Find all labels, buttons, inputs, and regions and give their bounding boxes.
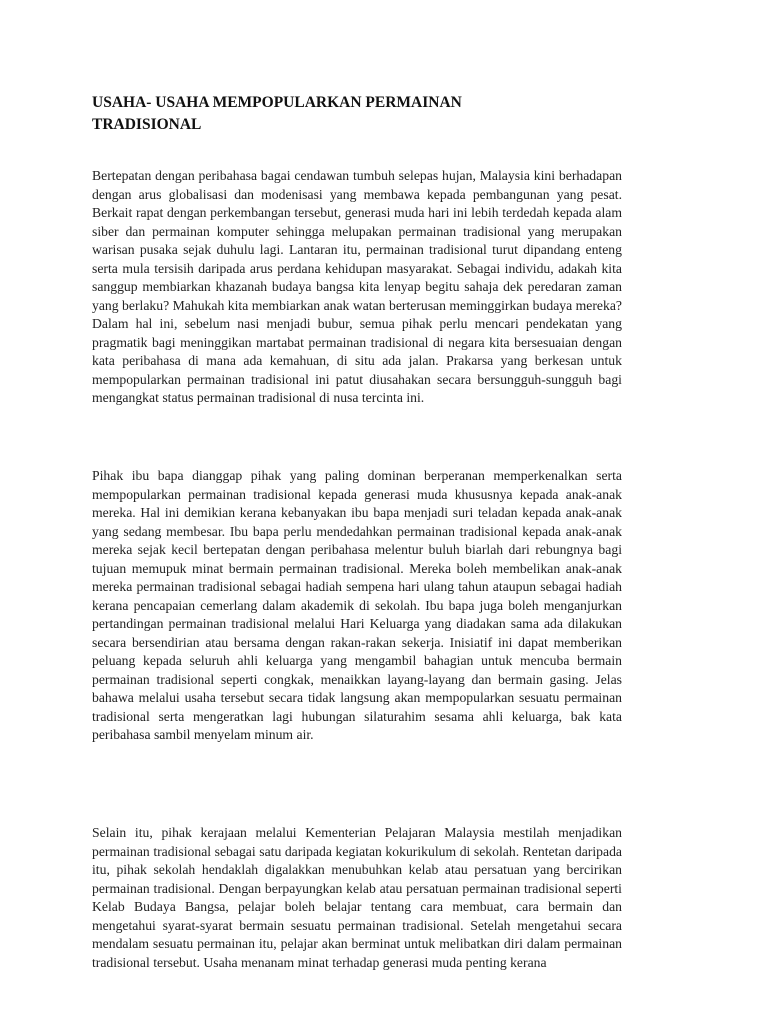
paragraph-3: Selain itu, pihak kerajaan melalui Kementerian Pelajaran Malaysia mestilah menjadikan permainan tradisional sebagai satu daripada kegiatan kokurikulum di sekolah. Rentetan daripada itu, pihak sekolah hendaklah digalakkan menubuhkan kelab atau persatuan yang bercirikan permainan tradisional. Dengan berpayungkan kelab atau persatuan permainan tradisional seperti Kelab Budaya Bangsa, pelajar boleh belajar tentang cara membuat, cara bermain dan mengetahui syarat-syarat bermain sesuatu permainan tradisional. Setelah mengetahui secara mendalam sesuatu permainan itu, pelajar akan berminat untuk melibatkan diri dalam permainan tradisional tersebut. Usaha menanam minat terhadap generasi muda penting kerana: [92, 825, 622, 970]
paragraph-1: Bertepatan dengan peribahasa bagai cendawan tumbuh selepas hujan, Malaysia kini berhadapan dengan arus globalisasi dan modenisasi yang membawa kepada pembangunan yang pesat. Berkait rapat dengan perkembangan tersebut, generasi muda hari ini lebih terdedah kepada alam siber dan permainan komputer sehingga melupakan permainan tradisional yang merupakan warisan pusaka sejak duhulu lagi. Lantaran itu, permainan tradisional turut dipandang enteng serta mula tersisih daripada arus perdana kehidupan masyarakat. Sebagai individu, adakah kita sanggup membiarkan khazanah budaya bangsa kita lenyap begitu sahaja dek peredaran zaman yang berlaku? Mahukah kita membiarkan anak watan berterusan meminggirkan budaya mereka? Dalam hal ini, sebelum nasi menjadi bubur, semua pihak perlu mencari pendekatan yang pragmatik bagi meninggikan martabat permainan tradisional di negara kita bersesuaian dengan kata peribahasa di mana ada kemahuan, di situ ada jalan. Prakarsa yang berkesan untuk mempopularkan permainan tradisional ini patut diusahakan secara bersungguh-sungguh bagi mengangkat status permainan tradisional di nusa tercinta ini.: [92, 168, 622, 405]
document-title: USAHA- USAHA MEMPOPULARKAN PERMAINAN TRADISIONAL: [92, 94, 462, 133]
paragraph-2: Pihak ibu bapa dianggap pihak yang paling dominan berperanan memperkenalkan serta mempopularkan permainan tradisional kepada generasi muda khususnya kepada anak-anak mereka. Hal ini demikian kerana kebanyakan ibu bapa menjadi suri teladan kepada anak-anak yang sedang membesar. Ibu bapa perlu mendedahkan permainan tradisional kepada anak-anak mereka sejak kecil bertepatan dengan peribahasa melentur buluh biarlah dari rebungnya bagi tujuan memupuk minat bermain permainan tradisional. Mereka boleh membelikan anak-anak mereka permainan tradisional sebagai hadiah sempena hari ulang tahun ataupun sebagai hadiah kerana pencapaian cemerlang dalam akademik di sekolah. Ibu bapa juga boleh menganjurkan pertandingan permainan tradisional melalui Hari Keluarga yang diadakan sama ada dilakukan secara bersendirian atau bersama dengan rakan-rakan sekerja. Inisiatif ini dapat memberikan peluang kepada seluruh ahli keluarga yang mengambil bahagian untuk mencuba bermain permainan tradisional seperti congkak, menaikkan layang-layang dan bermain gasing. Jelas bahawa melalui usaha tersebut secara tidak langsung akan mempopularkan sesuatu permainan tradisional serta mengeratkan lagi hubungan silaturahim sesama ahli keluarga, bak kata peribahasa sambil menyelam minum air.: [92, 468, 622, 742]
